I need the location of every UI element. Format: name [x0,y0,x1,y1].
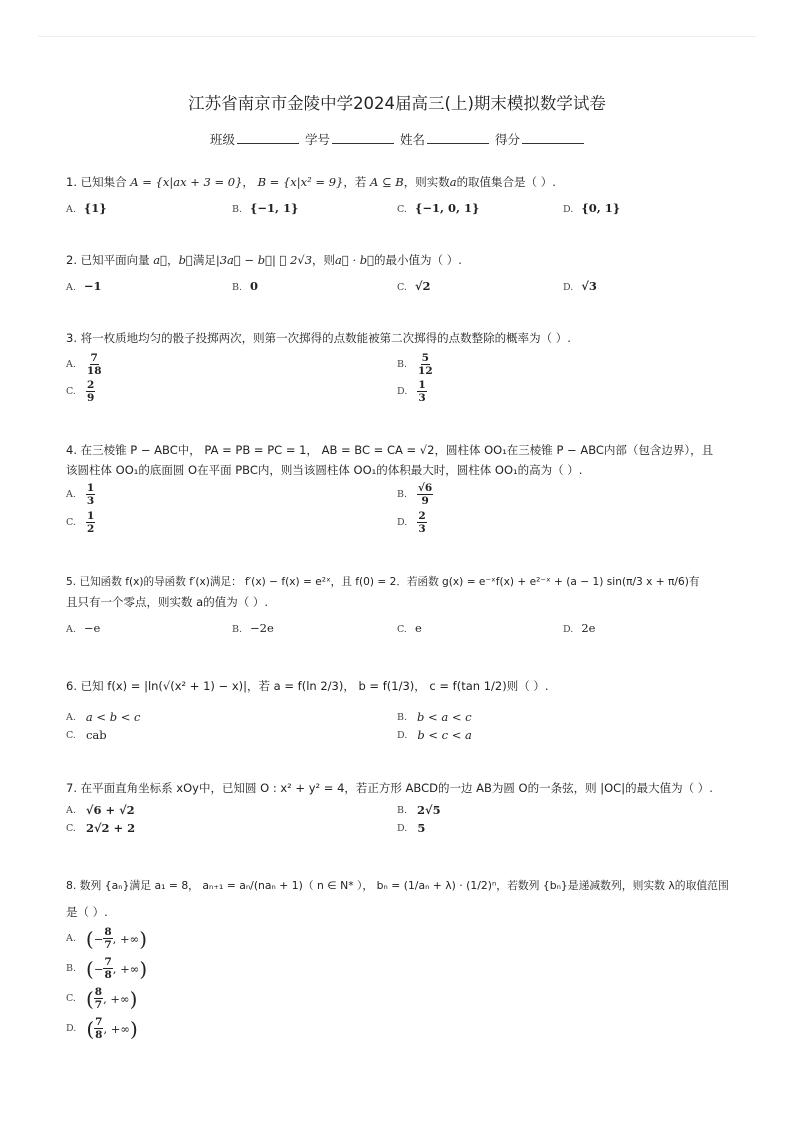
id-label: 学号 [304,132,330,147]
question-2 [66,250,736,296]
q8-option-a-fraction: $\frac{8}{7}$ [104,926,112,951]
q3-option-c[interactable]: C. $\frac{2}{9}$ [66,379,95,404]
q3-option-b-fraction: $\frac{5}{12}$ [418,352,433,377]
question-1-stem: 1. 已知集合 A = {x|ax + 3 = 0}， B = {x|x² = 9}，若 A ⊆ B，则实数a的取值集合是（ ）. [66,175,556,189]
q3-option-c-fraction: $\frac{2}{9}$ [86,379,95,404]
q4-option-d[interactable]: D. $\frac{2}{3}$ [397,510,426,535]
q4-option-b[interactable]: B. $\frac{√6}{9}$ [397,482,433,507]
page-top-divider [38,36,756,37]
name-blank[interactable] [427,133,489,144]
q8-option-c-fraction: $\frac{8}{7}$ [94,986,103,1011]
q6-option-d[interactable]: D. b < c < a [397,728,472,742]
question-7-stem: 7. 在平面直角坐标系 xOy中，已知圆 O : x² + y² = 4，若正方形 ABCD的一边 AB为圆 O的一条弦，则 |OC|的最大值为（ ）. [66,781,713,795]
q5-option-c[interactable]: C. e [397,621,422,635]
question-6 [66,676,736,696]
q7-option-a[interactable]: A. √6 + √2 [66,803,135,817]
q7-option-c[interactable]: C. 2√2 + 2 [66,821,136,835]
right-paren: ) [129,986,138,1011]
q5-option-a[interactable]: A. −e [66,621,101,635]
question-8 [66,876,736,922]
class-label: 班级 [209,132,235,147]
class-blank[interactable] [237,133,299,144]
q7-option-b[interactable]: B. 2√5 [397,803,441,817]
q8-option-a[interactable]: A. ( − $\frac{8}{7}$ , +∞ ) [66,926,147,951]
q4-option-b-fraction: $\frac{√6}{9}$ [418,482,433,507]
question-1 [66,172,736,218]
question-6-stem: 6. 已知 f(x) = |ln(√(x² + 1) − x)|，若 a = f(ln 2/3)， b = f(1/3)， c = f(tan 1/2)则（ ）. [66,679,549,693]
q3-option-d[interactable]: D. $\frac{1}{3}$ [397,379,426,404]
question-3-stem: 3. 将一枚质地均匀的骰子投掷两次，则第一次掷得的点数能被第二次掷得的点数整除的概率为（ ）. [66,331,571,345]
score-label: 得分 [494,132,520,147]
name-label: 姓名 [399,132,425,147]
q6-option-a[interactable]: A. a < b < c [66,710,141,724]
q8-option-b[interactable]: B. ( − $\frac{7}{8}$ , +∞ ) [66,956,148,981]
question-8-stem: 8. 数列 {aₙ}满足 a₁ = 8， aₙ₊₁ = aₙ/(naₙ + 1)（ n ∈ N* ）， bₙ = (1/aₙ + λ) · (1/2)ⁿ，若数列 {bₙ}是递减数列，则实数 λ的取值范围 是（ ）. [66,879,729,919]
q4-option-a-fraction: $\frac{1}{3}$ [86,482,95,507]
q5-option-b[interactable]: B. −2e [232,621,274,635]
question-5-stem: 5. 已知函数 f(x)的导函数 f′(x)满足： f′(x) − f(x) = e²ˣ，且 f(0) = 2．若函数 g(x) = e⁻ˣf(x) + e²⁻ˣ + (a − 1) sin(π/3 x + π/6)有 且只有一个零点，则实数 a的值为（ ）. [66,576,700,609]
question-7 [66,778,736,798]
right-paren: ) [139,956,148,981]
left-paren: ( [85,986,94,1011]
question-5 [66,572,736,638]
q4-option-a[interactable]: A. $\frac{1}{3}$ [66,482,95,507]
q4-option-c-fraction: $\frac{1}{2}$ [86,510,95,535]
q2-option-d[interactable]: D. √3 [563,279,597,293]
q3-option-b[interactable]: B. $\frac{5}{12}$ [397,352,433,377]
question-2-stem: 2. 已知平面向量 a⃗，b⃗满足|3a⃗ − b⃗| ⩽ 2√3，则a⃗ · b⃗的最小值为（ ）. [66,253,462,267]
right-paren: ) [129,1016,138,1041]
q1-option-a[interactable]: A. {1} [66,201,107,215]
q7-option-d[interactable]: D. 5 [397,821,426,835]
q8-option-d-fraction: $\frac{7}{8}$ [95,1016,103,1041]
q8-option-d[interactable]: D. ( $\frac{7}{8}$ , +∞ ) [66,1016,138,1041]
q8-option-b-fraction: $\frac{7}{8}$ [104,956,112,981]
q3-option-a[interactable]: A. $\frac{7}{18}$ [66,352,102,377]
q2-option-c[interactable]: C. √2 [397,279,431,293]
student-info-line [0,130,794,148]
question-4-stem: 4. 在三棱锥 P − ABC中， PA = PB = PC = 1， AB = BC = CA = √2，圆柱体 OO₁在三棱锥 P − ABC内部（包含边界），且 该圆柱体 OO₁的底面圆 O在平面 PBC内，则当该圆柱体 OO₁的体积最大时，圆柱体 OO₁的高为（ ）. [66,443,714,477]
exam-title: 江苏省南京市金陵中学2024届高三(上)期末模拟数学试卷 [188,94,606,113]
q6-option-c[interactable]: C. cab [66,728,107,742]
q3-option-d-fraction: $\frac{1}{3}$ [418,379,426,404]
q8-option-c[interactable]: C. ( $\frac{8}{7}$ , +∞ ) [66,986,138,1011]
q1-option-b[interactable]: B. {−1, 1} [232,201,299,215]
right-paren: ) [139,926,147,951]
left-paren: ( [85,926,94,951]
question-3 [66,328,736,348]
id-blank[interactable] [332,133,394,144]
score-blank[interactable] [522,133,584,144]
q4-option-d-fraction: $\frac{2}{3}$ [418,510,426,535]
q2-option-a[interactable]: A. −1 [66,279,102,293]
q4-option-c[interactable]: C. $\frac{1}{2}$ [66,510,95,535]
left-paren: ( [86,1016,95,1041]
q1-option-d[interactable]: D. {0, 1} [563,201,621,215]
q1-option-c[interactable]: C. {−1, 0, 1} [397,201,480,215]
q6-option-b[interactable]: B. b < a < c [397,710,472,724]
q5-option-d[interactable]: D. 2e [563,621,596,635]
q3-option-a-fraction: $\frac{7}{18}$ [86,352,102,377]
q2-option-b[interactable]: B. 0 [232,279,259,293]
left-paren: ( [86,956,94,981]
question-4 [66,440,736,480]
